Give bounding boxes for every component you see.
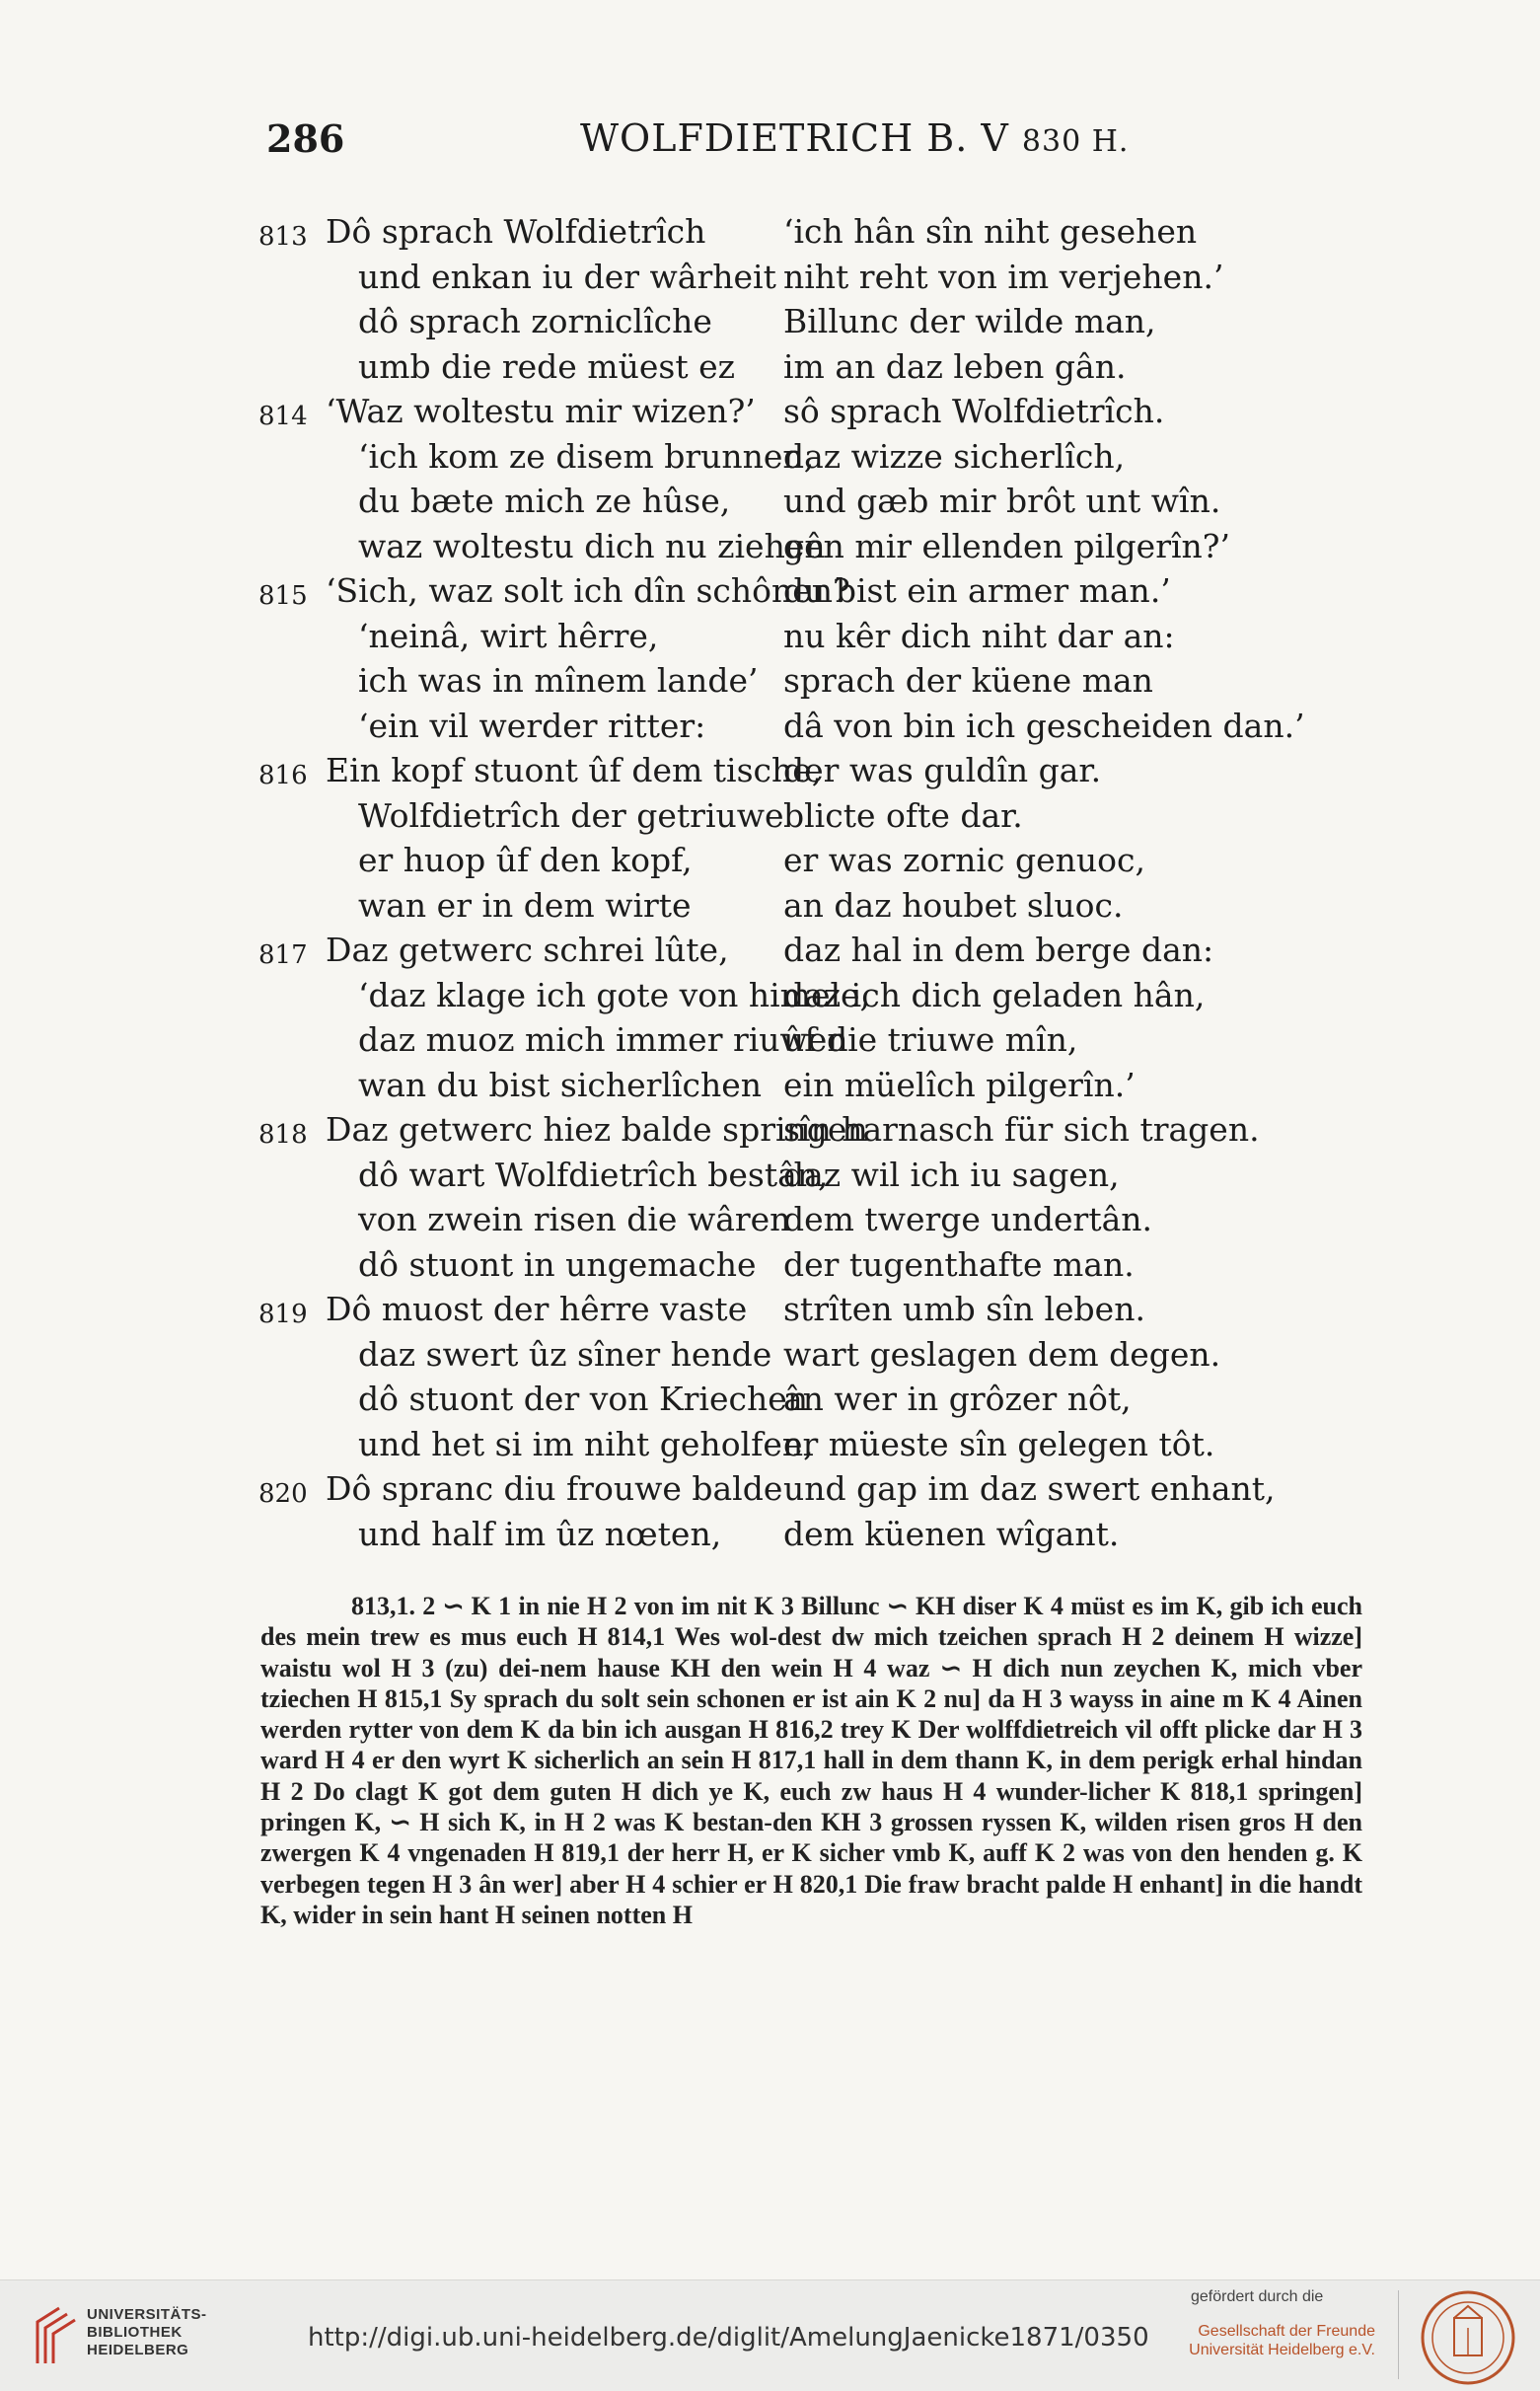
verse-second-half: dem twerge undertân.: [783, 1200, 1153, 1238]
verse-first-half: dô sprach zorniclîche: [358, 302, 712, 340]
society-name-line: Universität Heidelberg e.V.: [1189, 2342, 1375, 2358]
verse-first-half: ‘ich kom ze disem brunnen,: [358, 436, 815, 476]
verse-line: [258, 344, 1344, 390]
verse-second-half: und gæb mir brôt unt wîn.: [783, 482, 1221, 520]
stanza-number: 819: [258, 1300, 308, 1329]
running-title-main: WOLFDIETRICH B. V: [580, 116, 1009, 160]
verse-first-half: ‘daz klage ich gote von himele,: [358, 975, 871, 1014]
verse-second-half: daz wizze sicherlîch,: [783, 436, 1126, 476]
verse-first-half: umb die rede müest ez: [358, 346, 735, 386]
footer-divider: [1398, 2290, 1399, 2379]
society-name-line: Gesellschaft der Freunde: [1198, 2323, 1375, 2340]
funded-by-label: gefördert durch die: [1191, 2288, 1324, 2305]
verse-first-half: dô stuont in ungemache: [358, 1244, 757, 1284]
verse-line: [258, 434, 1344, 480]
verse-first-half: wan du bist sicherlîchen: [358, 1065, 763, 1104]
library-name-line: UNIVERSITÄTS-: [87, 2306, 207, 2323]
verse-second-half: niht reht von im verjehen.’: [783, 257, 1224, 296]
stanza-number: 817: [258, 940, 308, 970]
stanza-number: 818: [258, 1120, 308, 1150]
verse-line: [258, 568, 1344, 614]
verse-first-half: Dô spranc diu frouwe balde: [326, 1469, 783, 1508]
verse-line: [258, 1512, 1344, 1557]
verse-line: [258, 928, 1344, 973]
verse-line: [258, 1332, 1344, 1378]
stanza-number: 815: [258, 581, 308, 611]
university-seal-icon: [1419, 2288, 1517, 2387]
verse-line: [258, 479, 1344, 524]
verse-second-half: und gap im daz swert enhant,: [783, 1469, 1276, 1508]
verse-first-half: dô stuont der von Kriechen: [358, 1380, 809, 1418]
verse-line: [258, 614, 1344, 659]
verse-line: [258, 973, 1344, 1018]
verse-first-half: er huop ûf den kopf,: [358, 841, 693, 879]
verse-second-half: an daz houbet sluoc.: [783, 885, 1124, 925]
page-header: [266, 116, 1332, 166]
critical-apparatus: 813,1. 2 ∽ K 1 in nie H 2 von im nit K 3 Billunc ∽ KH diser K 4 müst es im K, gib ich euch des mein trew es mus euch H 814,1 Wes wol-dest dw mich tzeichen sprach H 2 deinem H wizze] waistu wol H 3 (zu) dei-nem hause KH den wein H 4 waz ∽ H dich nun zeychen K, mich vber tziechen H 815,1 Sy sprach du solt sein schonen er ist ain K 2 nu] da H 3 wayss in aine m K 4 Ainen werden rytter von dem K da bin ich ausgan H 816,2 trey K Der wolffdietreich vil offt plicke dar H 3 ward H 4 er den wyrt K sicherlich an sein H 817,1 hall in dem thann K, in dem perigk erhal hindan H 2 Do clagt K got dem guten H dich ye K, euch zw haus H 4 wunder-licher K 818,1 springen] pringen K, ∽ H sich K, in H 2 was K bestan-den KH 3 grossen ryssen K, wilden risen gros H den zwergen K 4 vngenaden H 819,1 der herr H, er K sicher vmb K, auff K 2 was von den henden g. K verbegen tegen H 3 ân wer] aber H 4 schier er H 820,1 Die fraw bracht palde H enhant] in die handt K, wider in sein hant H seinen notten H: [260, 1592, 1362, 1929]
verse-line: [258, 524, 1344, 569]
library-name: [87, 2306, 207, 2359]
verse-line: [258, 1422, 1344, 1467]
verse-first-half: und het si im niht geholfen,: [358, 1424, 814, 1463]
verse-line: [258, 389, 1344, 434]
verse-second-half: sô sprach Wolfdietrîch.: [783, 392, 1165, 430]
library-name-line: HEIDELBERG: [87, 2342, 189, 2358]
verse-first-half: daz muoz mich immer riuwen: [358, 1020, 848, 1059]
verse-first-half: Ein kopf stuont ûf dem tische,: [326, 751, 823, 789]
verse-first-half: du bæte mich ze hûse,: [358, 482, 731, 520]
verse-second-half: strîten umb sîn leben.: [783, 1290, 1145, 1328]
page-number: 286: [266, 116, 345, 161]
verse-first-half: ‘Waz woltestu mir wizen?’: [326, 392, 756, 430]
verse-second-half: der was guldîn gar.: [783, 751, 1102, 789]
verse-line: [258, 1377, 1344, 1422]
society-name: [1189, 2322, 1375, 2359]
stanza-number: 820: [258, 1479, 308, 1509]
verse-line: [258, 883, 1344, 929]
verse-first-half: und enkan iu der wârheit: [358, 257, 776, 296]
verse-line: [258, 209, 1344, 255]
verse-first-half: ‘neinâ, wirt hêrre,: [358, 616, 659, 655]
verse-text: [258, 209, 1344, 1556]
verse-second-half: ûf die triuwe mîn,: [783, 1020, 1078, 1059]
verse-second-half: sîn harnasch für sich tragen.: [783, 1110, 1260, 1149]
verse-first-half: Daz getwerc schrei lûte,: [326, 931, 729, 969]
verse-line: [258, 658, 1344, 704]
verse-first-half: wan er in dem wirte: [358, 885, 692, 925]
verse-second-half: gên mir ellenden pilgerîn?’: [783, 526, 1230, 565]
verse-second-half: er was zornic genuoc,: [783, 841, 1145, 879]
verse-second-half: wart geslagen dem degen.: [783, 1334, 1221, 1374]
verse-second-half: ‘ich hân sîn niht gesehen: [783, 212, 1198, 251]
verse-second-half: blicte ofte dar.: [783, 795, 1023, 835]
verse-line: [258, 793, 1344, 839]
verse-line: [258, 1063, 1344, 1108]
verse-line: [258, 1107, 1344, 1153]
permalink-url[interactable]: http://digi.ub.uni-heidelberg.de/diglit/AmelungJaenicke1871/0350: [308, 2323, 1149, 2353]
verse-first-half: Dô sprach Wolfdietrîch: [326, 212, 706, 251]
verse-second-half: dem küenen wîgant.: [783, 1514, 1120, 1553]
verse-second-half: daz hal in dem berge dan:: [783, 931, 1214, 969]
verse-first-half: ich was in mînem lande’: [358, 661, 759, 700]
verse-second-half: du bist ein armer man.’: [783, 571, 1171, 610]
verse-first-half: von zwein risen die wâren: [358, 1200, 791, 1238]
verse-line: [258, 1287, 1344, 1332]
verse-line: [258, 704, 1344, 749]
verse-first-half: Dô muost der hêrre vaste: [326, 1290, 748, 1328]
verse-line: [258, 299, 1344, 344]
verse-second-half: der tugenthafte man.: [783, 1244, 1135, 1284]
verse-line: [258, 1242, 1344, 1288]
verse-second-half: daz ich dich geladen hân,: [783, 975, 1206, 1014]
verse-first-half: dô wart Wolfdietrîch bestân,: [358, 1155, 829, 1194]
verse-first-half: Daz getwerc hiez balde springen: [326, 1110, 868, 1149]
verse-second-half: nu kêr dich niht dar an:: [783, 616, 1175, 655]
verse-first-half: ‘Sich, waz solt ich dîn schônen?: [326, 571, 850, 610]
stanza-number: 816: [258, 761, 308, 790]
verse-second-half: ân wer in grôzer nôt,: [783, 1380, 1132, 1418]
verse-first-half: Wolfdietrîch der getriuwe: [358, 795, 784, 835]
verse-first-half: ‘ein vil werder ritter:: [358, 706, 706, 745]
verse-line: [258, 1017, 1344, 1063]
verse-first-half: waz woltestu dich nu ziehen: [358, 526, 826, 565]
stanza-number: 814: [258, 402, 308, 431]
verse-line: [258, 748, 1344, 793]
library-name-line: BIBLIOTHEK: [87, 2324, 183, 2341]
running-title-small: 830 H.: [1021, 124, 1130, 159]
verse-line: [258, 255, 1344, 300]
verse-first-half: und half im ûz nœten,: [358, 1514, 722, 1553]
verse-line: [258, 1197, 1344, 1242]
verse-second-half: daz wil ich iu sagen,: [783, 1155, 1120, 1194]
verse-line: [258, 838, 1344, 883]
verse-first-half: daz swert ûz sîner hende: [358, 1334, 772, 1374]
footer-bar: [0, 2279, 1540, 2391]
verse-second-half: Billunc der wilde man,: [783, 302, 1156, 340]
verse-line: [258, 1153, 1344, 1198]
verse-second-half: sprach der küene man: [783, 661, 1153, 700]
verse-second-half: ein müelîch pilgerîn.’: [783, 1065, 1136, 1104]
stanza-number: 813: [258, 222, 308, 252]
verse-second-half: im an daz leben gân.: [783, 346, 1127, 386]
verse-line: [258, 1466, 1344, 1512]
verse-second-half: er müeste sîn gelegen tôt.: [783, 1424, 1215, 1463]
running-title: [580, 116, 1129, 160]
verse-second-half: dâ von bin ich gescheiden dan.’: [783, 706, 1305, 745]
